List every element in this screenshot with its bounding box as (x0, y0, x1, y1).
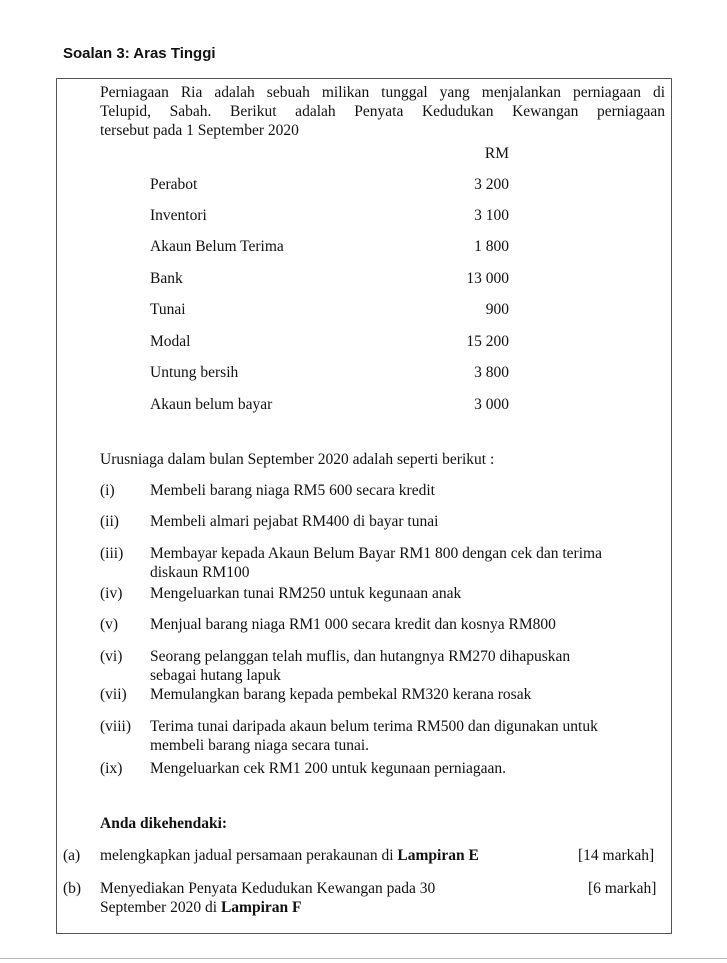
transaction-num: (ii) (100, 513, 119, 530)
transaction-text: Mengeluarkan cek RM1 200 untuk kegunaan perniagaan. (150, 760, 506, 777)
balance-amount: 900 (485, 301, 509, 318)
balance-label: Perabot (150, 176, 198, 193)
currency-header: RM (484, 145, 509, 162)
transaction-num: (i) (100, 482, 115, 499)
balance-label: Modal (150, 333, 191, 350)
task-text-plain: September 2020 di (100, 899, 221, 916)
task-marks: [6 markah] (588, 880, 657, 897)
transaction-text-cont: sebagai hutang lapuk (150, 667, 281, 684)
transaction-num: (v) (100, 616, 119, 633)
balance-label: Bank (150, 270, 183, 287)
task-text-bold: Lampiran E (397, 847, 479, 864)
transaction-text: Membeli barang niaga RM5 600 secara kredit (150, 482, 435, 499)
intro-line-1: Perniagaan Ria adalah sebuah milikan tunggal yang menjalankan perniagaan di (100, 84, 665, 101)
transaction-text: Membayar kepada Akaun Belum Bayar RM1 800 dengan cek dan terima (150, 545, 602, 562)
balance-label: Untung bersih (150, 364, 239, 381)
page-bottom-rule (0, 958, 727, 959)
transaction-text: Menjual barang niaga RM1 000 secara kredit dan kosnya RM800 (150, 616, 556, 633)
balance-amount: 3 100 (474, 207, 509, 224)
transaction-text: Memulangkan barang kepada pembekal RM320 kerana rosak (150, 686, 532, 703)
transaction-num: (vii) (100, 686, 127, 703)
intro-line-2: Telupid, Sabah. Berikut adalah Penyata Kedudukan Kewangan perniagaan (100, 103, 665, 120)
transaction-num: (viii) (100, 718, 131, 735)
balance-label: Akaun Belum Terima (150, 238, 284, 255)
task-text: Menyediakan Penyata Kedudukan Kewangan pada 30 (100, 880, 436, 897)
transaction-text: Mengeluarkan tunai RM250 untuk kegunaan anak (150, 585, 462, 602)
transaction-text-cont: diskaun RM100 (150, 564, 250, 581)
balance-label: Inventori (150, 207, 207, 224)
task-text-plain: melengkapkan jadual persamaan perakaunan di (100, 847, 398, 864)
transaction-text: Seorang pelanggan telah muflis, dan hutangnya RM270 dihapuskan (150, 648, 571, 665)
required-heading: Anda dikehendaki: (100, 815, 228, 832)
balance-amount: 13 000 (466, 270, 509, 287)
intro-line-3: tersebut pada 1 September 2020 (100, 122, 299, 139)
task-marks: [14 markah] (578, 847, 655, 864)
transaction-text: Membeli almari pejabat RM400 di bayar tunai (150, 513, 439, 530)
transaction-num: (iii) (100, 545, 124, 562)
balance-amount: 3 000 (474, 396, 509, 413)
task-text-cont (100, 898, 302, 917)
balance-amount: 1 800 (474, 238, 509, 255)
question-title: Soalan 3: Aras Tinggi (63, 45, 216, 62)
transactions-intro: Urusniaga dalam bulan September 2020 adalah seperti berikut : (100, 451, 495, 468)
balance-amount: 15 200 (466, 333, 509, 350)
task-text-bold: Lampiran F (220, 899, 302, 916)
balance-amount: 3 800 (474, 364, 509, 381)
balance-amount: 3 200 (474, 176, 509, 193)
transaction-num: (iv) (100, 585, 123, 602)
transaction-num: (ix) (100, 760, 123, 777)
task-num: (b) (63, 880, 82, 897)
task-text (100, 846, 479, 865)
transaction-text-cont: membeli barang niaga secara tunai. (150, 737, 370, 754)
task-num: (a) (63, 847, 81, 864)
question-box (56, 78, 672, 934)
balance-label: Tunai (150, 301, 186, 318)
transaction-num: (vi) (100, 648, 123, 665)
transaction-text: Terima tunai daripada akaun belum terima RM500 dan digunakan untuk (150, 718, 598, 735)
balance-label: Akaun belum bayar (150, 396, 273, 413)
